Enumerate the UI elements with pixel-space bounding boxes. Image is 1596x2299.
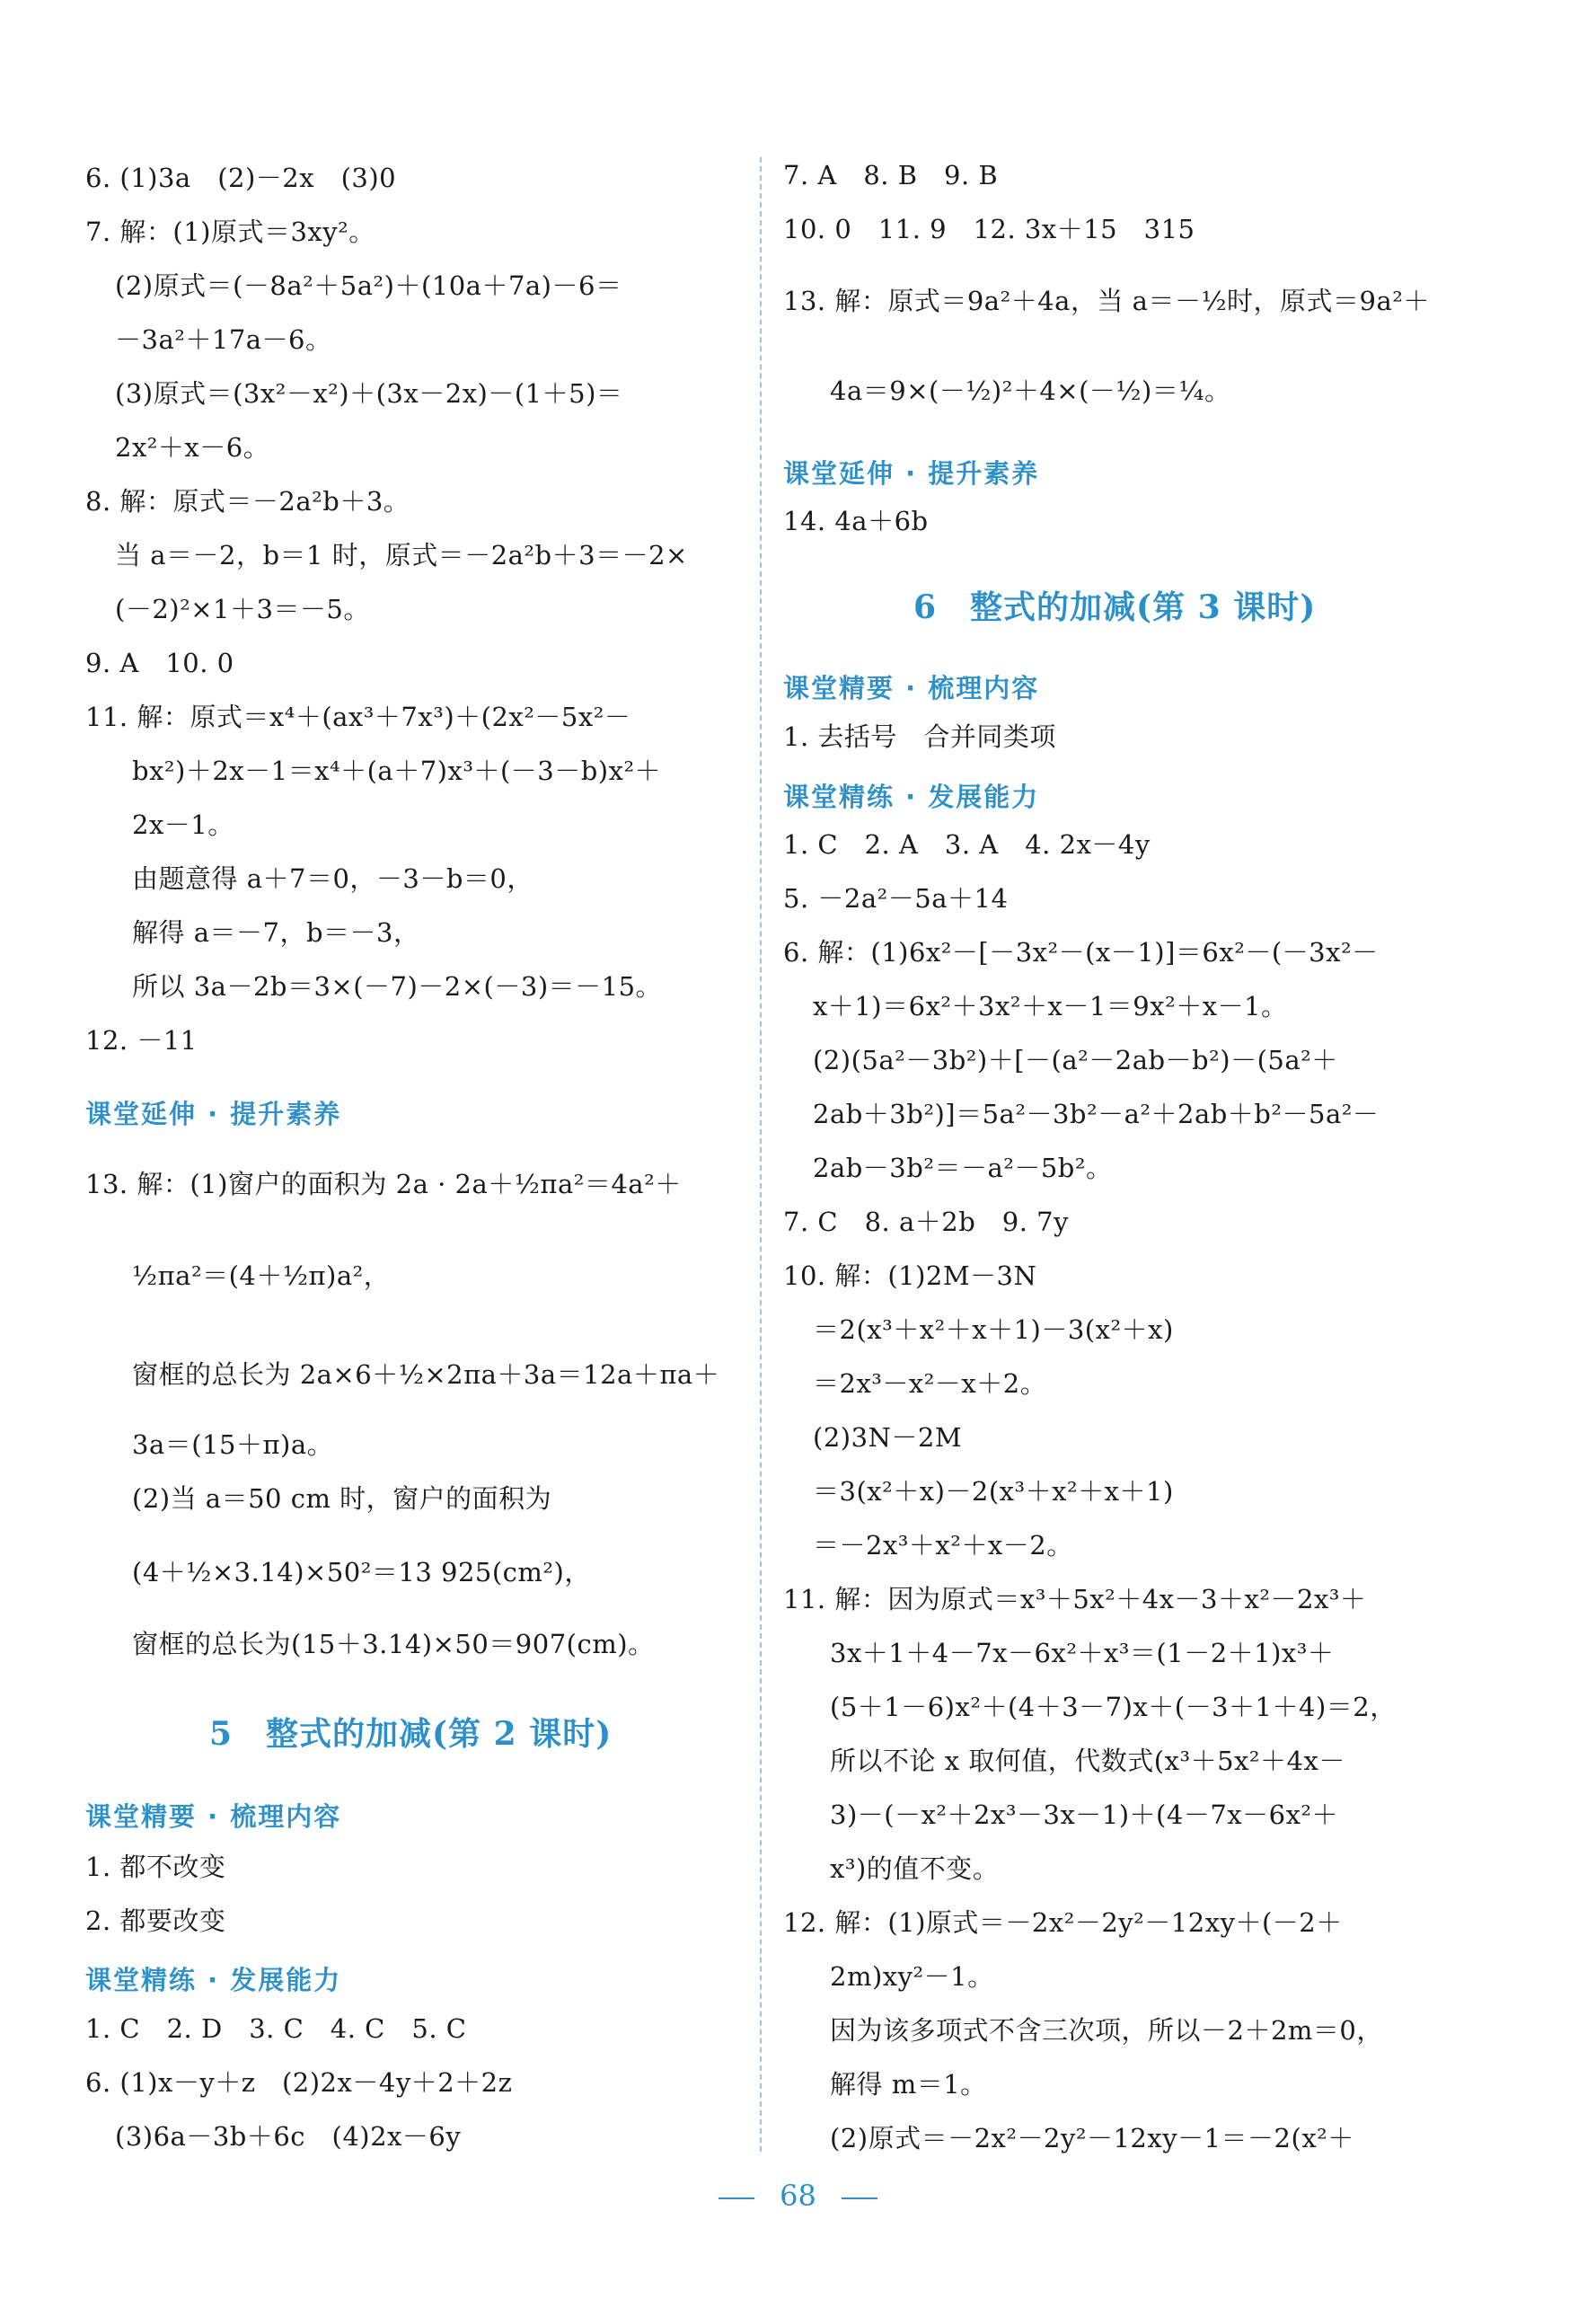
answer-line: (2)原式＝(－8a²＋5a²)＋(10a＋7a)－6＝ (115, 270, 622, 301)
answer-line: 由题意得 a＋7＝0，－3－b＝0， (132, 863, 533, 894)
answer-line: 10. 0 11. 9 12. 3x＋15 315 (783, 214, 1195, 244)
answer-line: 3x＋1＋4－7x－6x²＋x³＝(1－2＋1)x³＋ (830, 1638, 1335, 1668)
answer-line: (2)原式＝－2x²－2y²－12xy－1＝－2(x²＋ (830, 2123, 1354, 2153)
answer-line: 解得 m＝1。 (830, 2069, 987, 2100)
answer-line: 3)－(－x²＋2x³－3x－1)＋(4－7x－6x²＋ (830, 1799, 1339, 1830)
answer-line: 2ab＋3b²)]＝5a²－3b²－a²＋2ab＋b²－5a²－ (813, 1099, 1380, 1129)
answer-line: (2)当 a＝50 cm 时，窗户的面积为 (132, 1483, 552, 1514)
answer-line: (－2)²×1＋3＝－5。 (115, 594, 370, 624)
answer-line: 所以不论 x 取何值，代数式(x³＋5x²＋4x－ (830, 1746, 1345, 1776)
answer-line: 1. C 2. D 3. C 4. C 5. C (85, 2013, 467, 2044)
answer-line: 13. 解：(1)窗户的面积为 2a · 2a＋½πa²＝4a²＋ (85, 1169, 682, 1199)
answer-line: (3)原式＝(3x²－x²)＋(3x－2x)－(1＋5)＝ (115, 378, 623, 409)
page-number-text: 68 (780, 2179, 816, 2213)
answer-line: bx²)＋2x－1＝x⁴＋(a＋7)x³＋(－3－b)x²＋ (132, 756, 662, 786)
answer-line: 4a＝9×(－½)²＋4×(－½)＝¼。 (830, 376, 1231, 406)
answer-line: 6. 解：(1)6x²－[－3x²－(x－1)]＝6x²－(－3x²－ (783, 937, 1379, 968)
section-heading: 课堂精要 · 梳理内容 (85, 1801, 342, 1832)
answer-line: 2x²＋x－6。 (115, 432, 270, 463)
answer-line: 12. 解：(1)原式＝－2x²－2y²－12xy＋(－2＋ (783, 1907, 1343, 1938)
answer-line: 3a＝(15＋π)a。 (132, 1429, 334, 1460)
answer-line: 7. A 8. B 9. B (783, 160, 999, 190)
answer-line: 10. 解：(1)2M－3N (783, 1260, 1037, 1291)
answer-line: ½πa²＝(4＋½π)a²， (132, 1260, 391, 1291)
answer-line: 2. 都要改变 (85, 1906, 226, 1936)
answer-line: 2m)xy²－1。 (830, 1961, 994, 1992)
answer-line: 14. 4a＋6b (783, 506, 929, 536)
lesson-title: 6 整式的加减(第 3 课时) (913, 588, 1317, 626)
column-divider (760, 157, 762, 2152)
section-heading: 课堂延伸 · 提升素养 (783, 458, 1040, 489)
answer-line: 因为该多项式不含三次项，所以－2＋2m＝0， (830, 2015, 1383, 2046)
answer-line: 1. 去括号 合并同类项 (783, 721, 1056, 752)
page-number-dash-right (842, 2197, 877, 2199)
answer-line: 6. (1)3a (2)－2x (3)0 (85, 163, 397, 193)
section-heading: 课堂精要 · 梳理内容 (783, 673, 1040, 703)
answer-line: 11. 解：原式＝x⁴＋(ax³＋7x³)＋(2x²－5x²－ (85, 702, 631, 732)
section-heading: 课堂延伸 · 提升素养 (85, 1099, 342, 1129)
answer-line: (5＋1－6)x²＋(4＋3－7)x＋(－3＋1＋4)＝2， (830, 1692, 1397, 1722)
answer-line: 7. 解：(1)原式＝3xy²。 (85, 217, 375, 247)
answer-line: ＝3(x²＋x)－2(x³＋x²＋x＋1) (813, 1476, 1174, 1507)
page-number-dash-left (719, 2197, 754, 2199)
answer-line: 12. －11 (85, 1025, 198, 1056)
answer-line: 9. A 10. 0 (85, 648, 234, 678)
answer-line: 2x－1。 (132, 809, 234, 840)
answer-line: x³)的值不变。 (830, 1853, 1000, 1884)
answer-line: 2ab－3b²＝－a²－5b²。 (813, 1153, 1113, 1183)
page-number (0, 2179, 1596, 2213)
answer-line: x＋1)＝6x²＋3x²＋x－1＝9x²＋x－1。 (813, 991, 1288, 1021)
answer-line: (4＋½×3.14)×50²＝13 925(cm²)， (132, 1557, 591, 1587)
section-heading: 课堂精练 · 发展能力 (783, 782, 1040, 812)
answer-line: 窗框的总长为 2a×6＋½×2πa＋3a＝12a＋πa＋ (132, 1359, 720, 1390)
answer-line: ＝2x³－x²－x＋2。 (813, 1368, 1047, 1399)
answer-line: 1. 都不改变 (85, 1852, 226, 1882)
answer-line: (2)(5a²－3b²)＋[－(a²－2ab－b²)－(5a²＋ (813, 1045, 1338, 1075)
answer-line: 窗框的总长为(15＋3.14)×50＝907(cm)。 (132, 1629, 655, 1659)
section-heading: 课堂精练 · 发展能力 (85, 1965, 342, 1995)
answer-line: －3a²＋17a－6。 (115, 324, 332, 355)
answer-line: 6. (1)x－y＋z (2)2x－4y＋2＋2z (85, 2067, 513, 2098)
answer-line: (2)3N－2M (813, 1422, 963, 1453)
answer-line: 13. 解：原式＝9a²＋4a，当 a＝－½时，原式＝9a²＋ (783, 286, 1430, 316)
answer-line: ＝－2x³＋x²＋x－2。 (813, 1530, 1073, 1561)
lesson-title: 5 整式的加减(第 2 课时) (209, 1715, 613, 1753)
answer-line: 1. C 2. A 3. A 4. 2x－4y (783, 829, 1151, 860)
answer-line: 5. －2a²－5a＋14 (783, 883, 1009, 914)
answer-line: 11. 解：因为原式＝x³＋5x²＋4x－3＋x²－2x³＋ (783, 1584, 1367, 1614)
answer-line: ＝2(x³＋x²＋x＋1)－3(x²＋x) (813, 1314, 1174, 1345)
answer-line: (3)6a－3b＋6c (4)2x－6y (115, 2121, 462, 2152)
answer-line: 8. 解：原式＝－2a²b＋3。 (85, 486, 410, 517)
answer-line: 所以 3a－2b＝3×(－7)－2×(－3)＝－15。 (132, 971, 663, 1002)
answer-line: 当 a＝－2，b＝1 时，原式＝－2a²b＋3＝－2× (115, 540, 688, 570)
answer-line: 解得 a＝－7，b＝－3， (132, 917, 420, 948)
answer-line: 7. C 8. a＋2b 9. 7y (783, 1207, 1069, 1237)
